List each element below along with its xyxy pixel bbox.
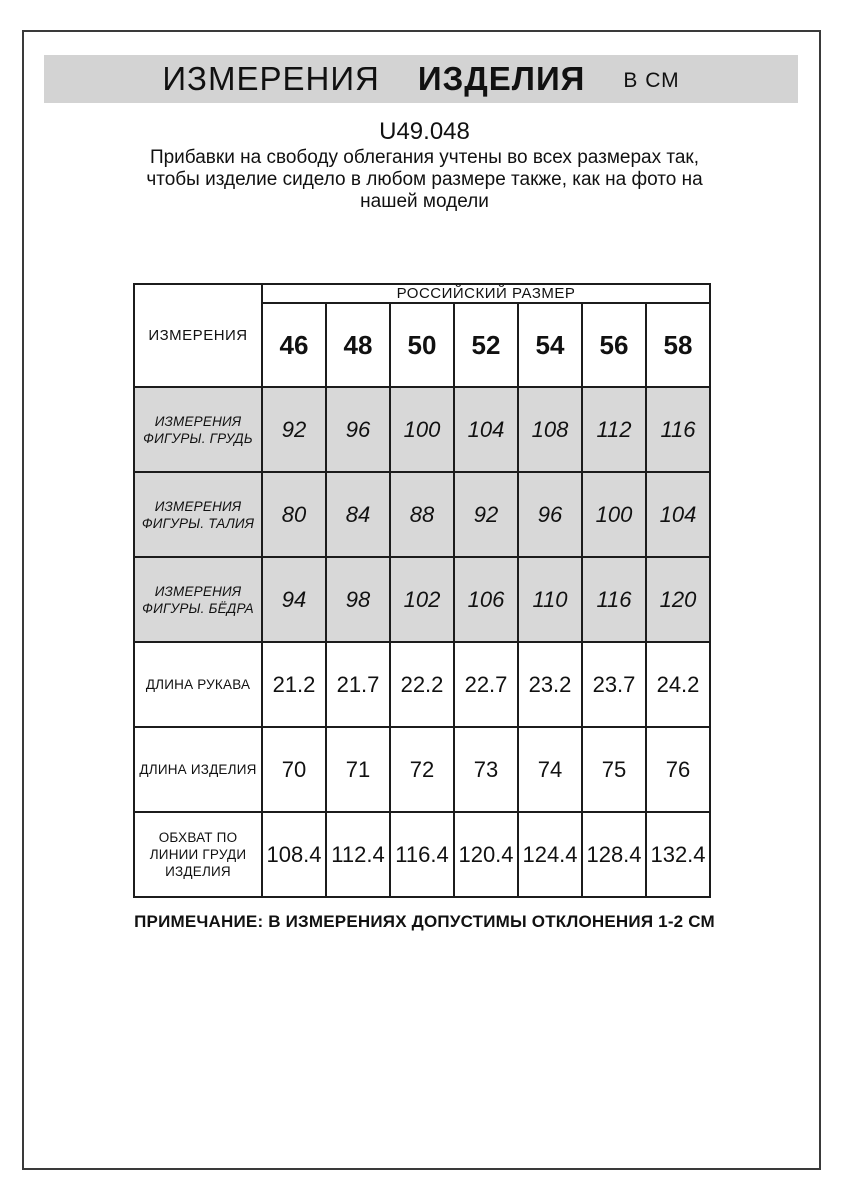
value-cell: 22.2 xyxy=(390,642,454,727)
row-label: ИЗМЕРЕНИЯ ФИГУРЫ. БЁДРА xyxy=(134,557,262,642)
table-row xyxy=(134,387,710,472)
value-cell: 106 xyxy=(454,557,518,642)
size-group-row xyxy=(134,284,710,303)
size-column-header: 56 xyxy=(582,303,646,387)
value-cell: 70 xyxy=(262,727,326,812)
title-unit: В СМ xyxy=(623,69,680,92)
value-cell: 23.2 xyxy=(518,642,582,727)
row-label: ДЛИНА ИЗДЕЛИЯ xyxy=(134,727,262,812)
value-cell: 108.4 xyxy=(262,812,326,897)
title-banner xyxy=(44,55,798,103)
title-measurements: ИЗМЕРЕНИЯ xyxy=(162,60,380,97)
title-product: ИЗДЕЛИЯ xyxy=(417,60,586,97)
table-row xyxy=(134,472,710,557)
value-cell: 96 xyxy=(326,387,390,472)
value-cell: 116.4 xyxy=(390,812,454,897)
value-cell: 94 xyxy=(262,557,326,642)
table-row xyxy=(134,727,710,812)
measurements-header-cell: ИЗМЕРЕНИЯ xyxy=(134,284,262,387)
table-row xyxy=(134,642,710,727)
size-column-header: 46 xyxy=(262,303,326,387)
value-cell: 21.2 xyxy=(262,642,326,727)
intro-text-line: нашей модели xyxy=(360,191,489,212)
value-cell: 124.4 xyxy=(518,812,582,897)
size-column-header: 48 xyxy=(326,303,390,387)
value-cell: 23.7 xyxy=(582,642,646,727)
value-cell: 75 xyxy=(582,727,646,812)
value-cell: 92 xyxy=(262,387,326,472)
value-cell: 116 xyxy=(646,387,710,472)
size-column-header: 52 xyxy=(454,303,518,387)
value-cell: 92 xyxy=(454,472,518,557)
row-label: ИЗМЕРЕНИЯ ФИГУРЫ. ГРУДЬ xyxy=(134,387,262,472)
size-table-body xyxy=(134,387,710,897)
value-cell: 72 xyxy=(390,727,454,812)
value-cell: 24.2 xyxy=(646,642,710,727)
note-text: ПРИМЕЧАНИЕ: В ИЗМЕРЕНИЯХ ДОПУСТИМЫ ОТКЛОНЕНИЯ 1-2 СМ xyxy=(134,912,715,931)
value-cell: 21.7 xyxy=(326,642,390,727)
value-cell: 104 xyxy=(646,472,710,557)
row-label: ДЛИНА РУКАВА xyxy=(134,642,262,727)
value-cell: 104 xyxy=(454,387,518,472)
value-cell: 116 xyxy=(582,557,646,642)
row-label: ИЗМЕРЕНИЯ ФИГУРЫ. ТАЛИЯ xyxy=(134,472,262,557)
value-cell: 100 xyxy=(582,472,646,557)
size-column-header: 50 xyxy=(390,303,454,387)
size-table xyxy=(133,283,711,898)
value-cell: 98 xyxy=(326,557,390,642)
value-cell: 100 xyxy=(390,387,454,472)
value-cell: 22.7 xyxy=(454,642,518,727)
russian-size-header-cell: РОССИЙСКИЙ РАЗМЕР xyxy=(262,284,710,303)
value-cell: 108 xyxy=(518,387,582,472)
value-cell: 132.4 xyxy=(646,812,710,897)
size-column-header: 54 xyxy=(518,303,582,387)
value-cell: 73 xyxy=(454,727,518,812)
intro-text xyxy=(105,147,745,213)
size-column-header: 58 xyxy=(646,303,710,387)
article-code: U49.048 xyxy=(379,118,470,145)
value-cell: 96 xyxy=(518,472,582,557)
table-row xyxy=(134,812,710,897)
value-cell: 128.4 xyxy=(582,812,646,897)
value-cell: 88 xyxy=(390,472,454,557)
table-row xyxy=(134,557,710,642)
value-cell: 84 xyxy=(326,472,390,557)
value-cell: 102 xyxy=(390,557,454,642)
value-cell: 120 xyxy=(646,557,710,642)
value-cell: 112.4 xyxy=(326,812,390,897)
value-cell: 76 xyxy=(646,727,710,812)
value-cell: 71 xyxy=(326,727,390,812)
size-table-head xyxy=(134,284,710,387)
value-cell: 110 xyxy=(518,557,582,642)
value-cell: 74 xyxy=(518,727,582,812)
intro-text-line: чтобы изделие сидело в любом размере также, как на фото на xyxy=(146,169,703,190)
value-cell: 80 xyxy=(262,472,326,557)
intro-text-line: Прибавки на свободу облегания учтены во всех размерах так, xyxy=(149,147,700,168)
row-label: ОБХВАТ ПО ЛИНИИ ГРУДИ ИЗДЕЛИЯ xyxy=(134,812,262,897)
value-cell: 112 xyxy=(582,387,646,472)
value-cell: 120.4 xyxy=(454,812,518,897)
